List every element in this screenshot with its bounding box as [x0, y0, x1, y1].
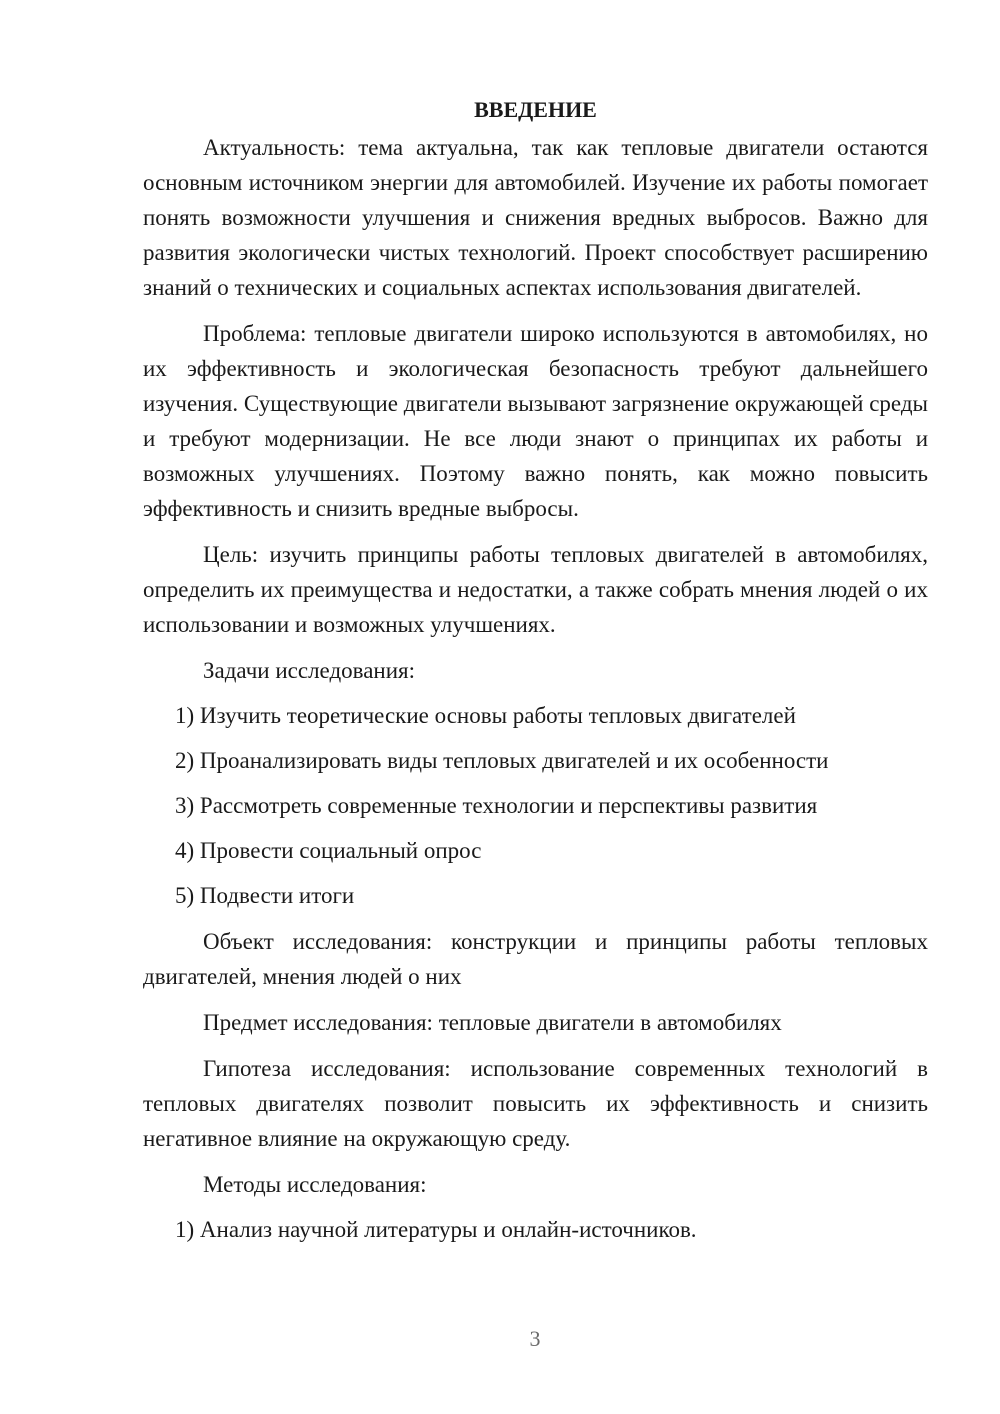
object-paragraph: Объект исследования: конструкции и принципы работы тепловых двигателей, мнения людей о них [143, 929, 928, 989]
methods-list [143, 1212, 928, 1247]
tasks-heading: Задачи исследования: [203, 658, 416, 683]
hypothesis-paragraph: Гипотеза исследования: использование современных технологий в тепловых двигателях позволит повысить их эффективность и снизить негативное влияние на окружающую среду. [143, 1056, 928, 1151]
list-item: 4) Провести социальный опрос [175, 838, 482, 863]
list-item: 3) Рассмотреть современные технологии и перспективы развития [175, 793, 818, 818]
list-item: 1) Анализ научной литературы и онлайн-источников. [175, 1217, 697, 1242]
section-heading: ВВЕДЕНИЕ [474, 97, 597, 122]
page-number: 3 [529, 1326, 541, 1351]
list-item: 2) Проанализировать виды тепловых двигателей и их особенности [175, 748, 829, 773]
list-item: 1) Изучить теоретические основы работы тепловых двигателей [175, 703, 796, 728]
document-page [143, 92, 928, 1247]
goal-paragraph: Цель: изучить принципы работы тепловых двигателей в автомобилях, определить их преимущества и недостатки, а также собрать мнения людей о их использовании и возможных улучшениях. [143, 542, 928, 637]
list-item: 5) Подвести итоги [175, 883, 355, 908]
problem-paragraph: Проблема: тепловые двигатели широко используются в автомобилях, но их эффективность и экологическая безопасность требуют дальнейшего изучения. Существующие двигатели вызывают загрязнение окружающей среды и требуют модернизации. Не все люди знают о принципах их работы и возможных улучшениях. Поэтому важно понять, как можно повысить эффективность и снизить вредные выбросы. [143, 321, 928, 521]
relevance-paragraph: Актуальность: тема актуальна, так как тепловые двигатели остаются основным источником энергии для автомобилей. Изучение их работы помогает понять возможности улучшения и снижения вредных выбросов. Важно для развития экологически чистых технологий. Проект способствует расширению знаний о технических и социальных аспектах использования двигателей. [143, 135, 928, 300]
methods-heading: Методы исследования: [203, 1172, 427, 1197]
tasks-list [143, 698, 928, 913]
subject-paragraph: Предмет исследования: тепловые двигатели в автомобилях [203, 1010, 782, 1035]
